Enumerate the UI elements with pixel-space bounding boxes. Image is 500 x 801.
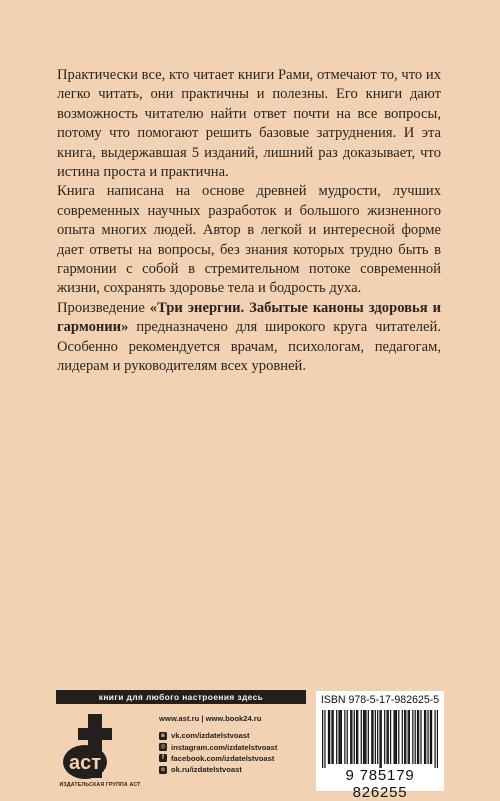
barcode-icon <box>322 710 438 768</box>
paragraph-1: Практически все, кто читает книги Рами, отмечают то, что их легко читать, они практичны и полезны. Его книги дают возможность читателю найти ответ почти на все вопросы, потому что помогают решить базовые затруднения. И эта книга, выдержавшая 5 изданий, лишний раз доказывает, что истина проста и практична. <box>57 67 441 181</box>
isbn-number: ISBN 978-5-17-982625-5 <box>320 694 440 706</box>
ok-icon: о <box>159 766 167 774</box>
barcode-panel <box>316 691 444 801</box>
publisher-name: ИЗДАТЕЛЬСКАЯ ГРУППА АСТ <box>59 782 141 788</box>
social-link-text: ok.ru/izdatelstvoast <box>171 765 242 775</box>
paragraph-3-prefix: Произведение <box>57 299 150 316</box>
book-title: «Три энергии. Забытые каноны здоровья и гармонии» <box>57 299 441 336</box>
publisher-links <box>159 714 309 776</box>
paragraph-3 <box>57 299 441 377</box>
tagline-banner: книги для любого настроения здесь <box>56 690 306 704</box>
social-link-text: instagram.com/izdatelstvoast <box>171 742 278 752</box>
social-link-text: facebook.com/izdatelstvoast <box>171 753 275 763</box>
social-link-facebook[interactable] <box>159 753 309 764</box>
social-link-text: vk.com/izdatelstvoast <box>171 731 250 741</box>
back-cover-text <box>57 66 441 377</box>
facebook-icon: f <box>159 754 167 762</box>
paragraph-2: Книга написана на основе древней мудрости, лучших современных научных разработок и большого жизненного опыта многих людей. Автор в легкой и интересной форме дает ответы на вопросы, без знания которых трудно быть в гармонии с собой в стремительном потоке современной жизни, сохранять здоровье тела и бодрость духа. <box>57 183 441 297</box>
logo-text: аст <box>68 752 102 774</box>
paragraph-3-suffix: предназначено для широкого круга читателей. Особенно рекомендуется врачам, психологам, педагогам, лидерам и руководителям всех уровней. <box>57 319 441 375</box>
instagram-icon: ◎ <box>160 744 166 751</box>
websites[interactable]: www.ast.ru | www.book24.ru <box>159 714 262 723</box>
barcode-digits: 9 785179 826255 <box>345 767 415 801</box>
social-link-vk[interactable] <box>159 730 309 741</box>
social-link-ok[interactable] <box>159 764 309 775</box>
vk-icon: в <box>159 732 167 740</box>
ast-logo-icon <box>58 712 136 792</box>
social-link-instagram[interactable] <box>159 741 309 752</box>
